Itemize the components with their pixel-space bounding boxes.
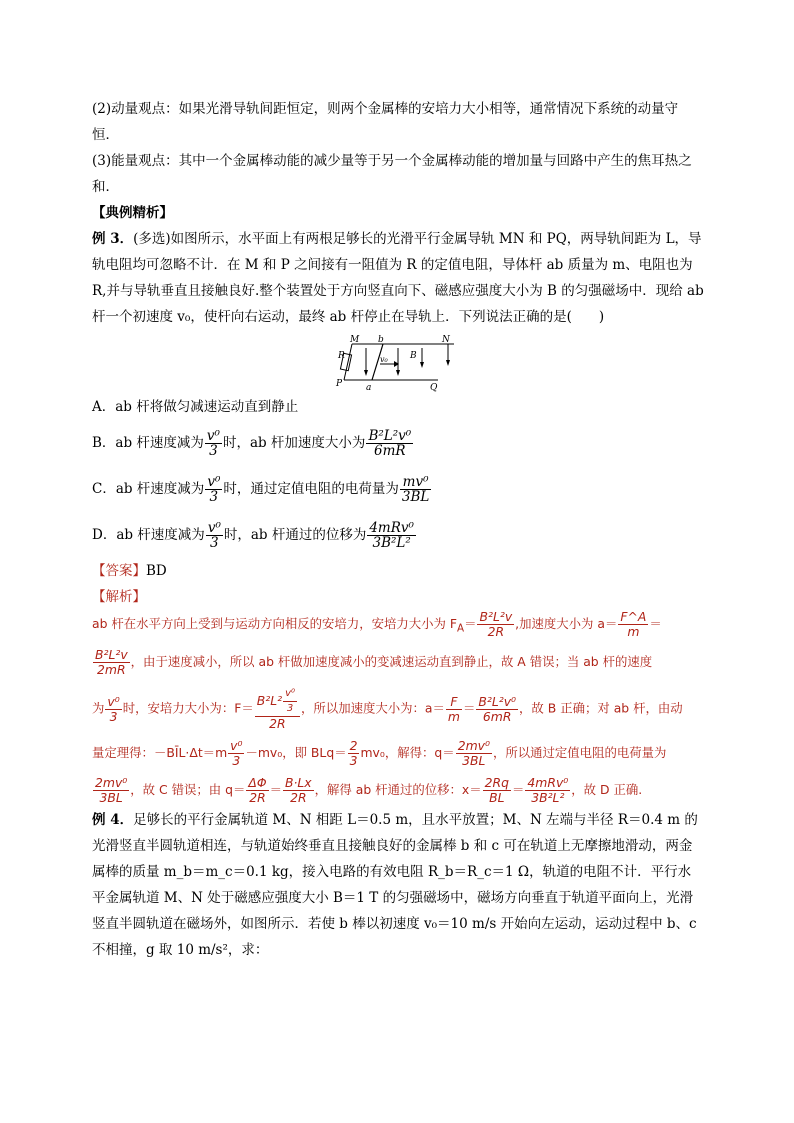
label-M: M — [350, 335, 360, 345]
answer-line — [92, 558, 704, 584]
label-b: b — [378, 335, 384, 345]
option-d: D．ab 杆速度减为 $\frac{\text{v⁰}}{3}$ 时，ab 杆通过的位移为 $\frac{\text{4mRv⁰}}{\text{3B²L²}}$ — [92, 519, 414, 551]
label-R: R — [338, 351, 345, 361]
document-page — [92, 96, 704, 963]
solution-line-1: ab 杆在水平方向上受到与运动方向相反的安培力，安培力大小为 $F_A=$ $\frac{\text{B²L²v}}{2R}$ ,加速度大小为 a＝ $\frac{F\^{}A}{m}$ ＝ — [92, 609, 662, 639]
label-v0: v₀ — [380, 355, 388, 364]
answer-value: BD — [146, 563, 167, 579]
analysis-label: 【解析】 — [92, 589, 146, 605]
example-3-label: 例 3． — [92, 231, 134, 247]
example-3-text: (多选)如图所示，水平面上有两根足够长的光滑平行金属导轨 MN 和 PQ，两导轨间距为 L，导轨电阻均可忽略不计．在 M 和 P 之间接有一阻值为 R 的定值电阻，导体杆 ab 质量为 m、电阻也为 R,并与导轨垂直且接触良好.整个装置处于方向竖直向下、磁感应强度大小为 B 的匀强磁场中．现给 ab 杆一个初速度 v₀，使杆向右运动，最终 ab 杆停止在导轨上．下列说法正确的是( ) — [92, 231, 704, 325]
solution-block — [92, 610, 704, 805]
label-a: a — [366, 383, 372, 393]
example-4-label: 例 4． — [92, 812, 134, 829]
paragraph-energy: (3)能量观点：其中一个金属棒动能的减少量等于另一个金属棒动能的增加量与回路中产生的焦耳热之和． — [92, 153, 692, 195]
label-Q: Q — [430, 383, 438, 393]
option-c: C．ab 杆速度减为 $\frac{\text{v⁰}}{3}$ 时，通过定值电阻的电荷量为 $\frac{\text{mv⁰}}{3BL}$ — [92, 473, 430, 505]
label-N: N — [442, 335, 450, 345]
example-4-text: 足够长的平行金属轨道 M、N 相距 L＝0.5 m，且水平放置；M、N 左端与半径 R＝0.4 m 的光滑竖直半圆轨道相连，与轨道始终垂直且接触良好的金属棒 b 和 c 可在轨道上无摩擦地滑动，两金属棒的质量 m_b＝m_c＝0.1 kg，接入电路的有效电阻 R_b＝R_c＝1 Ω，轨道的电阻不计．平行水平金属轨道 M、N 处于磁感应强度大小 B＝1 T 的匀强磁场中，磁场方向垂直于轨道平面向上，光滑竖直半圆轨道在磁场外，如图所示．若使 b 棒以初速度 v₀＝10 m/s 开始向左运动，运动过程中 b、c 不相撞，g 取 10 m/s²，求： — [92, 812, 698, 959]
label-B: B — [410, 351, 417, 361]
rail-diagram — [338, 336, 458, 392]
example-4-question — [92, 807, 704, 963]
option-a: A．ab 杆将做匀减速运动直到静止 — [92, 399, 299, 415]
label-P: P — [336, 379, 343, 389]
section-heading: 【典例精析】 — [92, 205, 173, 221]
answer-label: 【答案】 — [92, 563, 146, 579]
solution-line-3: 为 $\frac{\text{v⁰}}{3}$ 时，安培力大小为：F＝ B²L² $\frac{\text{v⁰}}{3}$ 2R ，所以加速度大小为：a＝ $\frac{F}{m}$ ＝ $\frac{\text{B²L²v⁰}}{6mR}$ ，故 B 正确；对 ab 杆，由动 — [92, 688, 683, 732]
example-3-question — [92, 226, 704, 330]
solution-line-2: $\frac{\text{B²L²v}}{2mR}$ ，由于速度减小，所以 ab 杆做加速度减小的变减速运动直到静止，故 A 错误；当 ab 杆的速度 — [95, 647, 653, 678]
solution-line-4: 量定理得：－BĪL·Δt＝m $\frac{\text{v⁰}}{3}$ －mv₀，即 BLq＝ $\frac{2}{3}$ mv₀，解得：q＝ $\frac{\text{2mv⁰}}{3BL}$ ，所以通过定值电阻的电荷量为 — [92, 738, 667, 769]
rail-left-end — [344, 344, 352, 380]
solution-line-5: $\frac{\text{2mv⁰}}{3BL}$ ，故 C 错误；由 q＝ $\frac{\Delta\Phi}{2R}$ ＝ $\frac{B\cdot Lx}{2R}$ ，解得 ab 杆通过的位移：x＝ $\frac{2Rq}{BL}$ ＝ $\frac{\text{4mRv⁰}}{\text{3B²L²}}$ ，故 D 正确. — [95, 775, 643, 806]
paragraph-momentum: (2)动量观点：如果光滑导轨间距恒定，则两个金属棒的安培力大小相等，通常情况下系统的动量守恒． — [92, 101, 679, 143]
option-b: B．ab 杆速度减为 $\frac{\text{v⁰}}{3}$ 时，ab 杆加速度大小为 $\frac{\text{B²L²v⁰}}{6mR}$ — [92, 427, 412, 459]
